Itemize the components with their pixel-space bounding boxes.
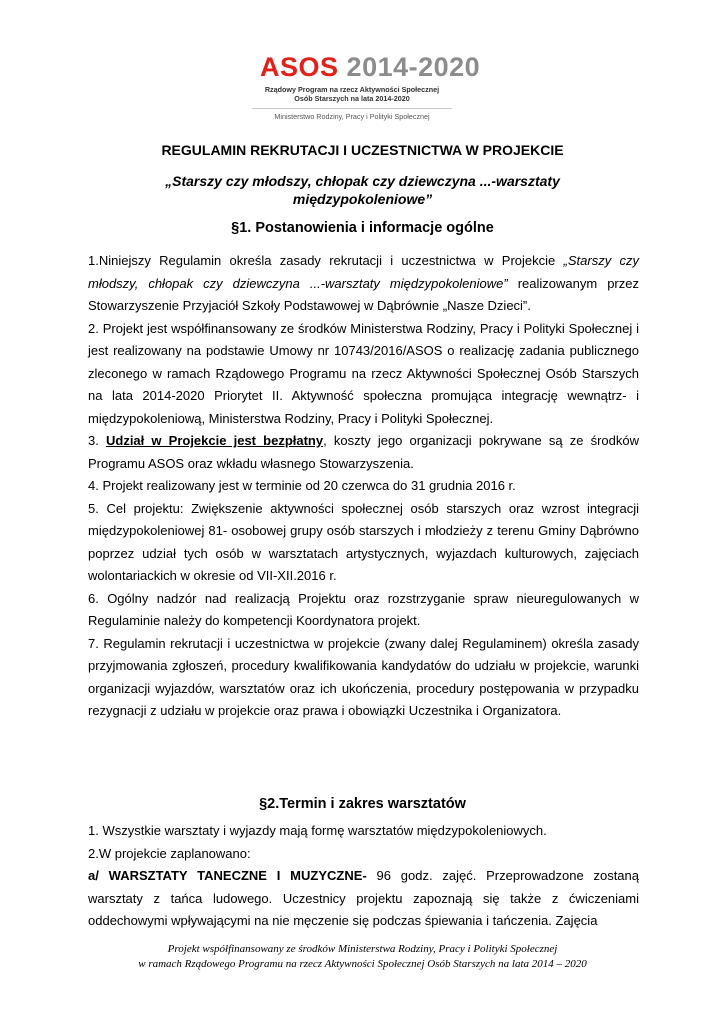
logo-years: 2014-2020 (346, 52, 481, 82)
s1-p3-bold: Udział w Projekcie jest bezpłatny (105, 433, 324, 448)
logo-asos: ASOS (260, 52, 339, 82)
section2-body (88, 820, 639, 933)
asos-logo (260, 52, 481, 121)
logo-subtitle-line2: Osób Starszych na lata 2014-2020 (294, 94, 410, 103)
page-footer (0, 942, 725, 972)
s1-paragraph-4: 4. Projekt realizowany jest w terminie od 20 czerwca do 31 grudnia 2016 r. (88, 478, 516, 493)
s2-a-rest: 96 godz. zajęć. Przeprowadzone zostaną warsztaty z tańca ludowego. Uczestnicy projektu zapoznają się także z ćwiczeniami oddechowymi wpływającymi na nie męczenie się podczas śpiewania i tańczenia. Zajęcia (88, 868, 639, 928)
s2-paragraph-a (88, 865, 639, 933)
s1-paragraph-5: 5. Cel projektu: Zwiększenie aktywności społecznej osób starszych oraz wzrost integracji międzypokoleniowej 81- osobowej grupy osób starszych i młodzieży z terenu Gminy Dąbrówno poprzez udział tych osób w warsztatach artystycznych, wyjazdach kulturowych, zajęciach wolontariackich w okresie od VII-XII.2016 r. (88, 500, 639, 583)
logo-divider (252, 108, 452, 109)
logo-subtitle-line1: Rządowy Program na rzecz Aktywności Społecznej (264, 85, 440, 94)
document-title: REGULAMIN REKRUTACJI I UCZESTNICTWA W PROJEKCIE (161, 142, 564, 158)
s1-paragraph-1 (88, 250, 639, 318)
s1-paragraph-2: 2. Projekt jest współfinansowany ze środków Ministerstwa Rodziny, Pracy i Polityki Społecznej i jest realizowany na podstawie Umowy nr 10743/2016/ASOS o realizację zadania publicznego zleconego w ramach Rządowego Programu na rzecz Aktywności Społecznej Osób Starszych na lata 2014-2020 Priorytet II. Aktywność społeczna promująca integrację wewnątrz- i międzypokoleniową, Ministerstwa Rodziny, Pracy i Polityki Społecznej. (88, 320, 639, 426)
section1-heading: §1. Postanowienia i informacje ogólne (231, 220, 494, 236)
s1-paragraph-3 (88, 430, 639, 475)
s1-p3-num: 3. (88, 433, 106, 448)
project-name-line2: międzypokoleniowe” (292, 191, 433, 207)
section1-body (88, 250, 639, 723)
logo-wordmark (260, 52, 481, 82)
s1-p3-rest: , koszty jego organizacji pokrywane są ze środków Programu ASOS oraz wkładu własnego Stowarzyszenia. (88, 433, 639, 471)
s2-a-bold: a/ WARSZTATY TANECZNE I MUZYCZNE- (88, 868, 367, 883)
section2-heading: §2.Termin i zakres warsztatów (259, 796, 466, 812)
logo-ministry: Ministerstwo Rodziny, Pracy i Polityki Społecznej (274, 112, 430, 121)
s1-p1-text: 1.Niniejszy Regulamin określa zasady rekrutacji i uczestnictwa w Projekcie (88, 253, 564, 268)
s1-paragraph-7: 7. Regulamin rekrutacji i uczestnictwa w projekcie (zwany dalej Regulaminem) określa zasady przyjmowania zgłoszeń, procedury kwalifikowania kandydatów do udziału w projekcie, warunki organizacji wyjazdów, warsztatów oraz ich ukończenia, procedury postępowania w przypadku rezygnacji z udziału w projekcie oraz prawa i obowiązki Uczestnika i Organizatora. (88, 635, 639, 718)
footer-line1: Projekt współfinansowany ze środków Ministerstwa Rodziny, Pracy i Polityki Społecznej (167, 943, 558, 955)
project-name (0, 172, 725, 208)
s1-p1-text-end: realizowanym przez Stowarzyszenie Przyjaciół Szkoły Podstawowej w Dąbrównie „Nasze Dzieci”. (88, 275, 639, 313)
s2-paragraph-2: 2.W projekcie zaplanowano: (88, 845, 251, 861)
s1-p1-italic: „Starszy czy młodszy, chłopak czy dziewczyna ...-warsztaty międzypokoleniowe” (88, 253, 639, 291)
s1-paragraph-6: 6. Ogólny nadzór nad realizacją Projektu oraz rozstrzyganie spraw nieuregulowanych w Regulaminie należy do kompetencji Koordynatora projekt. (88, 590, 639, 628)
project-name-line1: „Starszy czy młodszy, chłopak czy dziewczyna ...-warsztaty (165, 173, 560, 189)
s2-paragraph-1: 1. Wszystkie warsztaty i wyjazdy mają formę warsztatów międzypokoleniowych. (88, 823, 547, 838)
logo-subtitle (252, 85, 452, 103)
footer-line2: w ramach Rządowego Programu na rzecz Aktywności Społecznej Osób Starszych na lata 2014 – 2020 (138, 958, 587, 970)
